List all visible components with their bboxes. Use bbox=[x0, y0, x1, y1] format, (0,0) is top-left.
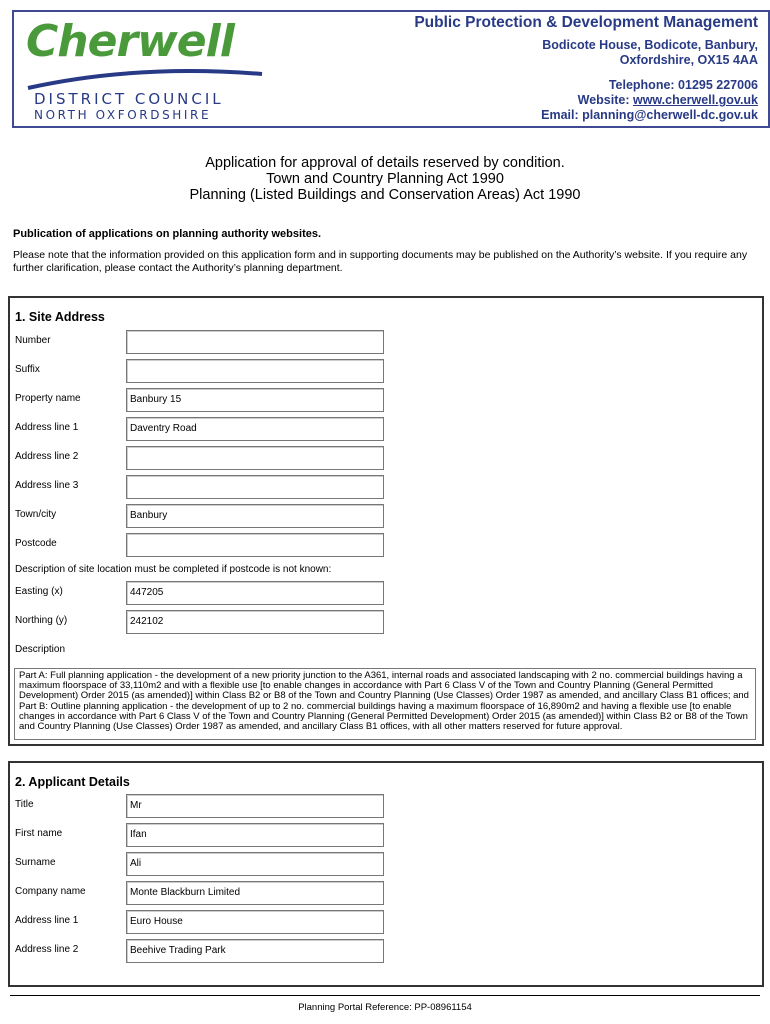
applicant-address-line-1-field[interactable]: Euro House bbox=[126, 910, 384, 934]
publication-text: Please note that the information provided on this application form and in supporting documents may be published on the Authority’s website. If you require any further clarification, please contact the Authority’s planning department. bbox=[13, 249, 748, 274]
field-row bbox=[15, 852, 755, 876]
title-field[interactable]: Mr bbox=[126, 794, 384, 818]
applicant-address-line-2-field[interactable]: Beehive Trading Park bbox=[126, 939, 384, 963]
field-row bbox=[15, 388, 755, 412]
town-city-field[interactable]: Banbury bbox=[126, 504, 384, 528]
footer-divider bbox=[10, 995, 760, 996]
suffix-field[interactable] bbox=[126, 359, 384, 383]
field-label: Easting (x) bbox=[15, 586, 63, 597]
portal-reference: Planning Portal Reference: PP-08961154 bbox=[298, 1002, 472, 1013]
field-label: Address line 3 bbox=[15, 480, 79, 491]
field-row bbox=[15, 330, 755, 354]
description-field[interactable]: Part A: Full planning application - the development of a new priority junction to the A361, internal roads and associated landscaping with 2 no. commercial buildings having a maximum floorspace of 33,110m2 and with a flexible use [to enable changes in accordance with Part 6 Class V of the Town and Country Planning (General Permitted Development) Order 2015 (as amended)] within Class B2 or B8 of the Town and Country Planning (Use Classes) Order 1987 as amended, and ancillary Class B1 offices; and Part B: Outline planning application - the development of up to 2 no. commercial buildings having a maximum floorspace of 16,890m2 and having a flexible use [to enable changes in accordance with Part 6 Class V of the Town and Country Planning (General Permitted Development) Order 2015 (as amended)] within Class B2 or B8 of the Town and Country Planning (Use Classes) Order 1987 as amended, and ancillary Class B1 offices, with all other matters reserved for future approval. bbox=[14, 668, 756, 740]
number-field[interactable] bbox=[126, 330, 384, 354]
northing-field[interactable]: 242102 bbox=[126, 610, 384, 634]
logo-swoosh-icon bbox=[26, 68, 266, 90]
department-name: Public Protection & Development Management bbox=[414, 14, 758, 31]
telephone: Telephone: 01295 227006 bbox=[608, 78, 758, 92]
logo-north-oxfordshire: NORTH OXFORDSHIRE bbox=[34, 108, 212, 122]
title-line-1: Application for approval of details reserved by condition. bbox=[205, 155, 565, 171]
field-row bbox=[15, 939, 755, 963]
field-label: Number bbox=[15, 335, 51, 346]
logo-district-council: DISTRICT COUNCIL bbox=[34, 90, 224, 108]
property-name-field[interactable]: Banbury 15 bbox=[126, 388, 384, 412]
field-label: Address line 2 bbox=[15, 944, 79, 955]
field-label: Address line 1 bbox=[15, 915, 79, 926]
field-label: First name bbox=[15, 828, 63, 839]
address-line-3-field[interactable] bbox=[126, 475, 384, 499]
field-label: Northing (y) bbox=[15, 615, 68, 626]
title-line-3: Planning (Listed Buildings and Conservation Areas) Act 1990 bbox=[189, 187, 581, 203]
website-link[interactable]: www.cherwell.gov.uk bbox=[632, 93, 758, 107]
field-label: Postcode bbox=[15, 538, 57, 549]
description-label: Description bbox=[15, 644, 66, 655]
first-name-field[interactable]: Ifan bbox=[126, 823, 384, 847]
field-row bbox=[15, 475, 755, 499]
applicant-details-section bbox=[8, 761, 764, 987]
field-label: Property name bbox=[15, 393, 81, 404]
form-title bbox=[0, 155, 770, 203]
website-label: Website: bbox=[577, 93, 633, 107]
field-row bbox=[15, 881, 755, 905]
field-row bbox=[15, 581, 755, 605]
council-logo-wordmark: Cherwell bbox=[26, 16, 234, 67]
field-row bbox=[15, 910, 755, 934]
address-line-1: Bodicote House, Bodicote, Banbury, bbox=[542, 38, 758, 52]
field-label: Address line 2 bbox=[15, 451, 79, 462]
easting-field[interactable]: 447205 bbox=[126, 581, 384, 605]
field-row bbox=[15, 794, 755, 818]
title-line-2: Town and Country Planning Act 1990 bbox=[266, 171, 504, 187]
section-title: 2. Applicant Details bbox=[15, 775, 130, 789]
field-row bbox=[15, 446, 755, 470]
field-label: Surname bbox=[15, 857, 56, 868]
council-contact-block bbox=[414, 14, 758, 123]
field-row bbox=[15, 533, 755, 557]
postcode-field[interactable] bbox=[126, 533, 384, 557]
field-label: Suffix bbox=[15, 364, 40, 375]
address-line-2-field[interactable] bbox=[126, 446, 384, 470]
email-link[interactable]: planning@cherwell-dc.gov.uk bbox=[582, 108, 758, 122]
field-label: Company name bbox=[15, 886, 86, 897]
council-header bbox=[12, 10, 770, 128]
website-row bbox=[414, 93, 758, 108]
address-line-1-field[interactable]: Daventry Road bbox=[126, 417, 384, 441]
publication-heading: Publication of applications on planning authority websites. bbox=[13, 228, 322, 240]
field-label: Address line 1 bbox=[15, 422, 79, 433]
email-row bbox=[414, 108, 758, 123]
address-line-2: Oxfordshire, OX15 4AA bbox=[619, 53, 758, 67]
field-label: Title bbox=[15, 799, 34, 810]
location-note: Description of site location must be completed if postcode is not known: bbox=[15, 564, 332, 575]
field-row bbox=[15, 823, 755, 847]
email-label: Email: bbox=[541, 108, 583, 122]
field-row bbox=[15, 359, 755, 383]
site-address-section bbox=[8, 296, 764, 746]
field-row bbox=[15, 417, 755, 441]
field-label: Town/city bbox=[15, 509, 57, 520]
section-title: 1. Site Address bbox=[15, 310, 105, 324]
field-row bbox=[15, 610, 755, 634]
company-name-field[interactable]: Monte Blackburn Limited bbox=[126, 881, 384, 905]
surname-field[interactable]: Ali bbox=[126, 852, 384, 876]
field-row bbox=[15, 504, 755, 528]
